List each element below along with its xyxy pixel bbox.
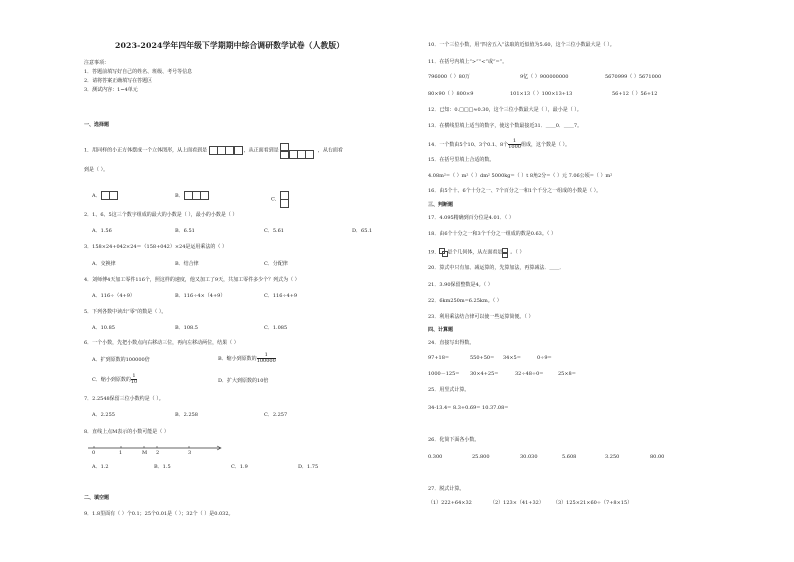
notes-heading: 注意事项：	[84, 60, 110, 66]
option-a: A．1.2	[92, 464, 109, 470]
option-c: C．缩小到原数的 $\frac{1}{10}$	[92, 373, 138, 385]
question-20: 20．算式中只有加、减运算的，先算加法，再算减法．＿＿．	[428, 265, 565, 271]
question-14: 14．一个数由5个10、3个0.1、8个 $\frac{1}{1000}$ 组成，这个数是（ ）。	[428, 138, 571, 150]
decimal-item: 5.608	[562, 454, 577, 460]
calc-item: （2）123×（41+32）	[490, 500, 544, 506]
calc-item: 97+18=	[428, 355, 450, 361]
cube-stack-figure	[439, 248, 447, 256]
option-a: A．交换律	[92, 261, 116, 267]
question-21: 21．3.90保留整数是4。（ ）	[428, 282, 493, 288]
section-heading: 一、选择题	[84, 122, 110, 128]
question-16: 16．由5个十、6个十分之一、7个百分之一和1个千分之一组成的小数是（ ）。	[428, 188, 602, 194]
calc-item: 34×5=	[503, 355, 521, 361]
question-text: ，从正面看到是	[243, 147, 279, 154]
question-10: 10．一个三位小数，用“四舍五入”法取的近似值为5.60，这个三位小数最大是（ ）。	[428, 42, 615, 48]
left-view-figure	[502, 248, 510, 256]
question-15: 15．在括号里填上合适的数。	[428, 157, 495, 163]
compare-item: 56+12（ ）56+12	[612, 91, 658, 97]
note-item: 2．请将答案正确填写在答题区	[84, 78, 153, 84]
option-a: A．2.255	[92, 412, 115, 418]
question-7: 7．2.2548保留三位小数约是（ ）。	[84, 396, 164, 402]
decimal-item: 3.250	[605, 454, 620, 460]
option-figure	[184, 191, 209, 200]
option-a: A．116÷（4+9）	[92, 293, 135, 299]
option-b: B．108.5	[175, 325, 198, 331]
page-title: 2023-2024学年四年级下学期期中综合调研数学试卷（人教版）	[115, 41, 345, 50]
option-c: C．2.257	[264, 412, 288, 418]
decimal-item: 25.800	[472, 454, 490, 460]
option-d: D．1.75	[298, 464, 319, 470]
question-23: 23．利用乘法结合律可以使一些运算简便。（ ）	[428, 314, 534, 320]
option-c: C．116÷4+9	[264, 293, 298, 299]
compare-item: 5670999（ ）5671000	[605, 74, 662, 80]
question-11: 11．在括号内填上“>”“<”或“=”。	[428, 59, 508, 65]
decimal-item: 30.030	[520, 454, 538, 460]
decimal-item: 0.300	[428, 454, 443, 460]
calc-item: （3）125×21×60÷（7+8×15）	[553, 500, 633, 506]
option-b: B．6.51	[175, 228, 195, 234]
option-a: A．10.85	[92, 325, 115, 331]
tick-label: 3	[188, 450, 192, 456]
option-c: C．	[271, 191, 288, 207]
tick-label: M	[142, 450, 148, 456]
fraction: $\frac{1}{1000}$	[508, 138, 521, 150]
question-18: 18．由6个十分之一和3个千分之一组成的数是0.63。（ ）	[428, 231, 556, 237]
question-13: 13．在横线里填上适当的数字，使这个数最接近31．＿＿0．＿＿7。	[428, 123, 583, 129]
compare-item: 80×90（ ）800×9	[428, 91, 474, 97]
question-25-line: 34-13.4= 8.3+0.69= 10.37.08=	[428, 405, 509, 411]
calc-item: 550+50=	[470, 355, 495, 361]
decimal-item: 80.00	[650, 454, 665, 460]
option-d: D．扩大到原数的10倍	[218, 378, 269, 384]
question-25: 25．用竖式计算。	[428, 387, 470, 393]
tick-label: 0	[92, 450, 96, 456]
question-text: 1．用同样的小正方体摆成一个立体图形，从上面看到是	[84, 147, 208, 154]
tick-label: 2	[156, 450, 160, 456]
question-22: 22．6km250m=6.25km。（ ）	[428, 298, 502, 304]
option-a: A．扩到原数的100000倍	[92, 357, 150, 363]
calc-item: 0÷9=	[537, 355, 552, 361]
option-b: B．结合律	[175, 261, 199, 267]
question-26: 26．化简下面各小数。	[428, 437, 480, 443]
section-heading: 四、计算题	[428, 327, 454, 333]
question-6: 6．一个小数，先把小数点向右移动三位，再向左移动两位，结果（ ）	[84, 340, 239, 346]
question-1	[84, 143, 343, 157]
calc-item: 30×4+25=	[470, 371, 499, 377]
question-5: 5．下列各数中读出“零”的数是（ ）。	[84, 309, 167, 315]
option-c: C．分配律	[264, 261, 288, 267]
fraction: $\frac{1}{100000}$	[256, 352, 276, 364]
question-24: 24．直接写出得数。	[428, 340, 475, 346]
front-view-figure	[280, 143, 316, 157]
option-figure	[101, 191, 118, 200]
note-item: 3．测试内容：1~4单元	[84, 87, 138, 93]
question-3: 3．158×24+042×24＝（158+042）×24是运用乘法的（ ）	[84, 244, 227, 250]
option-c: C．1.085	[264, 325, 288, 331]
option-b: B．116÷4×（4+9）	[175, 293, 226, 299]
question-12: 12．已知：0.□□□≈0.30，这个三位小数最大是（ ），最小是（ ）。	[428, 107, 582, 113]
calc-item: 25×8=	[558, 371, 576, 377]
compare-item: 101×13（ ）100×13+13	[510, 91, 573, 97]
option-c: C．5.61	[264, 228, 284, 234]
question-19: 19． 是个几何体，从左面看是 。（ ）	[428, 249, 525, 256]
question-2: 2．1、6、5这三个数字组成的最大的小数是（ ），最小的小数是（ ）	[84, 212, 238, 218]
fraction: $\frac{1}{10}$	[130, 373, 138, 385]
note-item: 1．答题前填写好自己的姓名、班级、考号等信息	[84, 69, 193, 75]
calc-item: （1）222+64×32	[428, 500, 472, 506]
option-b: B．1.5	[154, 464, 171, 470]
calc-item: 1000－125=	[428, 371, 460, 377]
compare-item: 9亿（ ）900000000	[520, 74, 569, 80]
question-4: 4．刘师傅4天加工零件116个，照这样的速度，他又加工了9天，共加工零件多少个？列式为（ ）	[84, 277, 300, 283]
section-heading: 二、填空题	[84, 495, 110, 501]
question-27: 27．脱式计算。	[428, 486, 465, 492]
option-figure	[280, 191, 288, 207]
question-text: 到是（ ）。	[84, 167, 109, 173]
question-9: 9．1.8里面有（ ）个0.1；25个0.01是（ ）；32个（ ）是0.032。	[84, 511, 234, 517]
calc-item: 32÷48÷0=	[515, 371, 544, 377]
option-b: B．	[175, 191, 209, 200]
question-8: 8．直线上点M表示的小数可能是（ ）	[84, 429, 169, 435]
option-a: A．1.56	[92, 228, 112, 234]
option-b: B．2.258	[175, 412, 198, 418]
top-view-figure	[209, 146, 242, 155]
option-c: C．1.9	[231, 464, 248, 470]
question-17: 17．4.095精确到百分位是4.01．（ ）	[428, 215, 514, 221]
section-heading: 三、判断题	[428, 202, 454, 208]
option-b: B．缩小到原数的 $\frac{1}{100000}$	[218, 352, 276, 364]
tick-label: 1	[119, 450, 123, 456]
option-d: D．65.1	[352, 228, 373, 234]
compare-item: 796000（ ）80万	[428, 74, 471, 80]
question-text: ，从右面看	[317, 147, 343, 154]
question-15-line: 4.08m²=（ ）m²（ ）dm² 5000kg=（ ）t 8角2分=（ ）元 7.06公顷=（ ）m²	[428, 173, 613, 179]
option-a: A．	[92, 191, 117, 200]
